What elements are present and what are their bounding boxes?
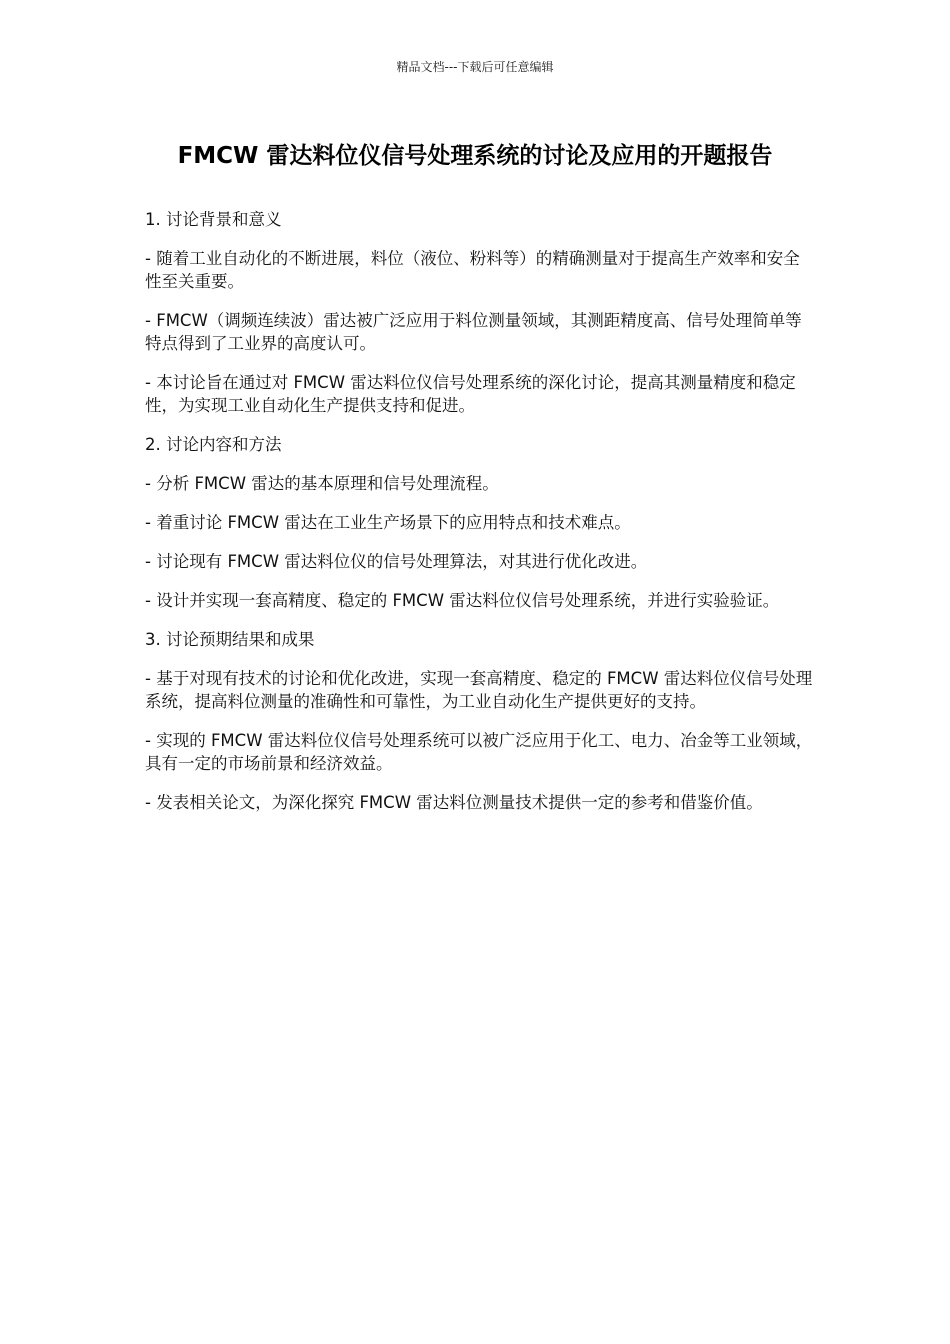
paragraph: - 讨论现有 FMCW 雷达料位仪的信号处理算法，对其进行优化改进。	[145, 552, 648, 571]
paragraph: - 随着工业自动化的不断进展，料位（液位、粉料等）的精确测量对于提高生产效率和安全性至关重要。	[145, 249, 800, 291]
paragraph: - FMCW（调频连续波）雷达被广泛应用于料位测量领域，其测距精度高、信号处理简单等特点得到了工业界的高度认可。	[145, 311, 802, 353]
paragraph: - 设计并实现一套高精度、稳定的 FMCW 雷达料位仪信号处理系统，并进行实验验证。	[145, 591, 780, 610]
paragraph: - 着重讨论 FMCW 雷达在工业生产场景下的应用特点和技术难点。	[145, 513, 631, 532]
header-note: 精品文档---下载后可任意编辑	[396, 60, 554, 74]
section-heading: 3. 讨论预期结果和成果	[145, 630, 315, 649]
section-heading: 2. 讨论内容和方法	[145, 435, 282, 454]
paragraph: - 分析 FMCW 雷达的基本原理和信号处理流程。	[145, 474, 499, 493]
paragraph: - 实现的 FMCW 雷达料位仪信号处理系统可以被广泛应用于化工、电力、冶金等工业领域，具有一定的市场前景和经济效益。	[145, 731, 813, 773]
paragraph: - 发表相关论文，为深化探究 FMCW 雷达料位测量技术提供一定的参考和借鉴价值。	[145, 793, 763, 812]
document-title: FMCW 雷达料位仪信号处理系统的讨论及应用的开题报告	[177, 143, 773, 169]
paragraph: - 本讨论旨在通过对 FMCW 雷达料位仪信号处理系统的深化讨论，提高其测量精度和稳定性，为实现工业自动化生产提供支持和促进。	[145, 373, 796, 415]
section-heading: 1. 讨论背景和意义	[145, 210, 282, 229]
document-body	[145, 208, 813, 830]
paragraph: - 基于对现有技术的讨论和优化改进，实现一套高精度、稳定的 FMCW 雷达料位仪信号处理系统，提高料位测量的准确性和可靠性，为工业自动化生产提供更好的支持。	[145, 669, 813, 711]
